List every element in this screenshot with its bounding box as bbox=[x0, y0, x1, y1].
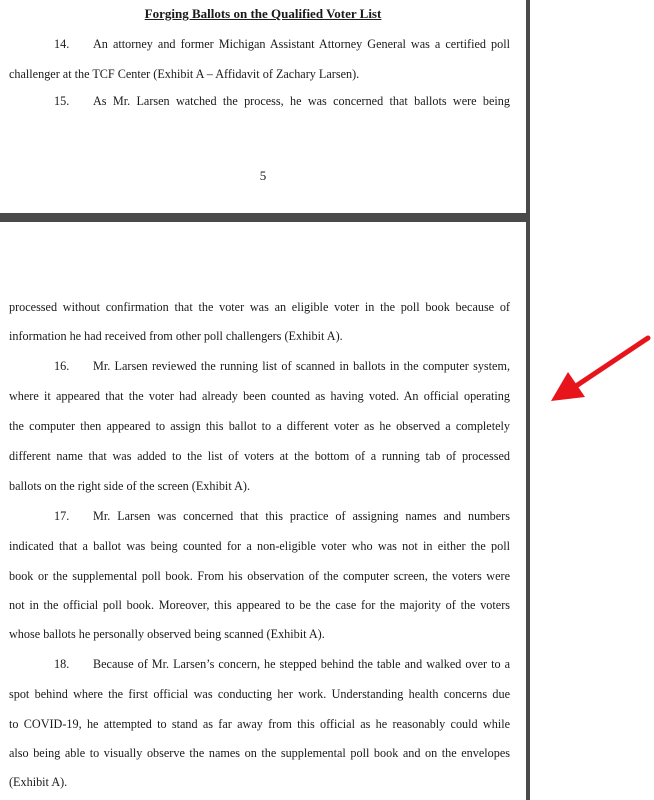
paragraph-16-line-3: the computer then appeared to assign this ballot to a different voter as he observed a completely bbox=[9, 419, 510, 433]
paragraph-number: 18. bbox=[54, 657, 70, 671]
paragraph-18-line-2: spot behind where the first official was conducting her work. Understanding health concerns due bbox=[9, 687, 510, 701]
paragraph-17-line-3: book or the supplemental poll book. From his observation of the computer screen, the voters were bbox=[9, 569, 510, 583]
paragraph-18-line-3: to COVID-19, he attempted to stand as far away from this official as he reasonably could while bbox=[9, 717, 510, 731]
continuation-line-2: information he had received from other poll challengers (Exhibit A). bbox=[9, 329, 343, 343]
paragraph-number: 17. bbox=[54, 509, 70, 523]
page-number: 5 bbox=[259, 168, 267, 183]
paragraph-16-line-4: different name that was added to the list of voters at the bottom of a running tab of processed bbox=[9, 449, 510, 463]
paragraph-18-line-4: also being able to visually observe the names on the supplemental poll book and on the envelopes bbox=[9, 746, 510, 760]
paragraph-number: 16. bbox=[54, 359, 70, 373]
paragraph-number: 15. bbox=[54, 94, 70, 108]
arrow-shaft bbox=[570, 338, 648, 390]
pdf-page-5 bbox=[0, 0, 526, 213]
arrow-head bbox=[551, 372, 585, 401]
paragraph-17-line-4: not in the official poll book. Moreover, this appeared to be the case for the majority of the voters bbox=[9, 598, 510, 612]
page-separator bbox=[0, 213, 530, 222]
continuation-line-1: processed without confirmation that the voter was an eligible voter in the poll book because of bbox=[9, 300, 510, 314]
paragraph-14-line-1: 14. An attorney and former Michigan Assistant Attorney General was a certified poll bbox=[54, 37, 510, 51]
paragraph-14-line-2: challenger at the TCF Center (Exhibit A – Affidavit of Zachary Larsen). bbox=[9, 67, 360, 81]
paragraph-15-line-1: 15. As Mr. Larsen watched the process, he was concerned that ballots were being bbox=[54, 94, 510, 108]
paragraph-17-line-5: whose ballots he personally observed being scanned (Exhibit A). bbox=[9, 627, 325, 641]
paragraph-number: 14. bbox=[54, 37, 70, 51]
paragraph-18-line-1: 18. Because of Mr. Larsen’s concern, he stepped behind the table and walked over to a bbox=[54, 657, 510, 671]
paragraph-17-line-1: 17. Mr. Larsen was concerned that this practice of assigning names and numbers bbox=[54, 509, 510, 523]
paragraph-16-line-2: where it appeared that the voter had already been counted as having voted. An official operating bbox=[9, 389, 510, 403]
paragraph-16-line-5: ballots on the right side of the screen (Exhibit A). bbox=[9, 479, 250, 493]
pdf-page-6 bbox=[0, 222, 526, 800]
viewer-right-edge bbox=[526, 0, 530, 800]
paragraph-17-line-2: indicated that a ballot was being counted for a non-eligible voter who was not in either the poll bbox=[9, 539, 510, 553]
paragraph-18-line-5: (Exhibit A). bbox=[9, 775, 68, 789]
section-heading: Forging Ballots on the Qualified Voter List bbox=[144, 6, 382, 21]
paragraph-16-line-1: 16. Mr. Larsen reviewed the running list of scanned in ballots in the computer system, bbox=[54, 359, 510, 373]
